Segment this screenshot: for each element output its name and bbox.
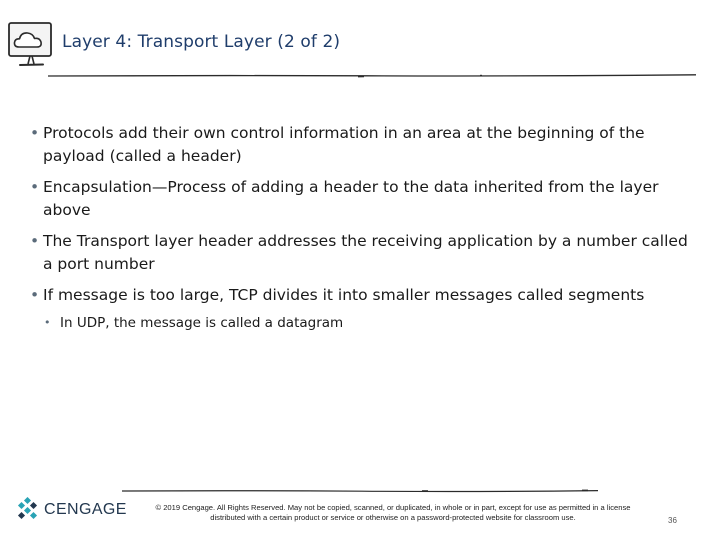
bullet-text: Protocols add their own control information in an area at the beginning of the payload (called a header) — [43, 124, 645, 165]
sub-bullet-dot-icon: • — [44, 316, 51, 329]
bullet-dot-icon: • — [30, 286, 40, 304]
bullet-item — [30, 122, 700, 168]
bullet-text: The Transport layer header addresses the receiving application by a number called a port number — [43, 232, 688, 273]
footer-divider — [122, 486, 598, 496]
cengage-logo-text: CENGAGE — [44, 501, 127, 518]
slide-title: Layer 4: Transport Layer (2 of 2) — [62, 32, 341, 52]
bullet-dot-icon: • — [30, 232, 40, 250]
title-divider — [48, 70, 696, 82]
sub-bullet-text: In UDP, the message is called a datagram — [60, 315, 344, 331]
copyright-notice: © 2019 Cengage. All Rights Reserved. May not be copied, scanned, or duplicated, in whole or in part, except for use as permitted in a license distributed with a certain product or service or otherwise on a password-protected website for classroom use. — [155, 503, 631, 522]
cengage-logo-mark-icon — [16, 497, 40, 523]
bullet-text: If message is too large, TCP divides it into smaller messages called segments — [43, 286, 645, 304]
page-number: 36 — [668, 516, 677, 525]
cengage-logo — [16, 497, 146, 523]
bullet-item — [30, 284, 700, 307]
slide-body — [30, 122, 700, 333]
bullet-dot-icon: • — [30, 124, 40, 142]
bullet-dot-icon: • — [30, 178, 40, 196]
bullet-item — [30, 230, 700, 276]
bullet-text: Encapsulation—Process of adding a header to the data inherited from the layer above — [43, 178, 659, 219]
cloud-monitor-icon — [6, 20, 56, 74]
sub-bullet-item — [30, 313, 700, 333]
bullet-item — [30, 176, 700, 222]
